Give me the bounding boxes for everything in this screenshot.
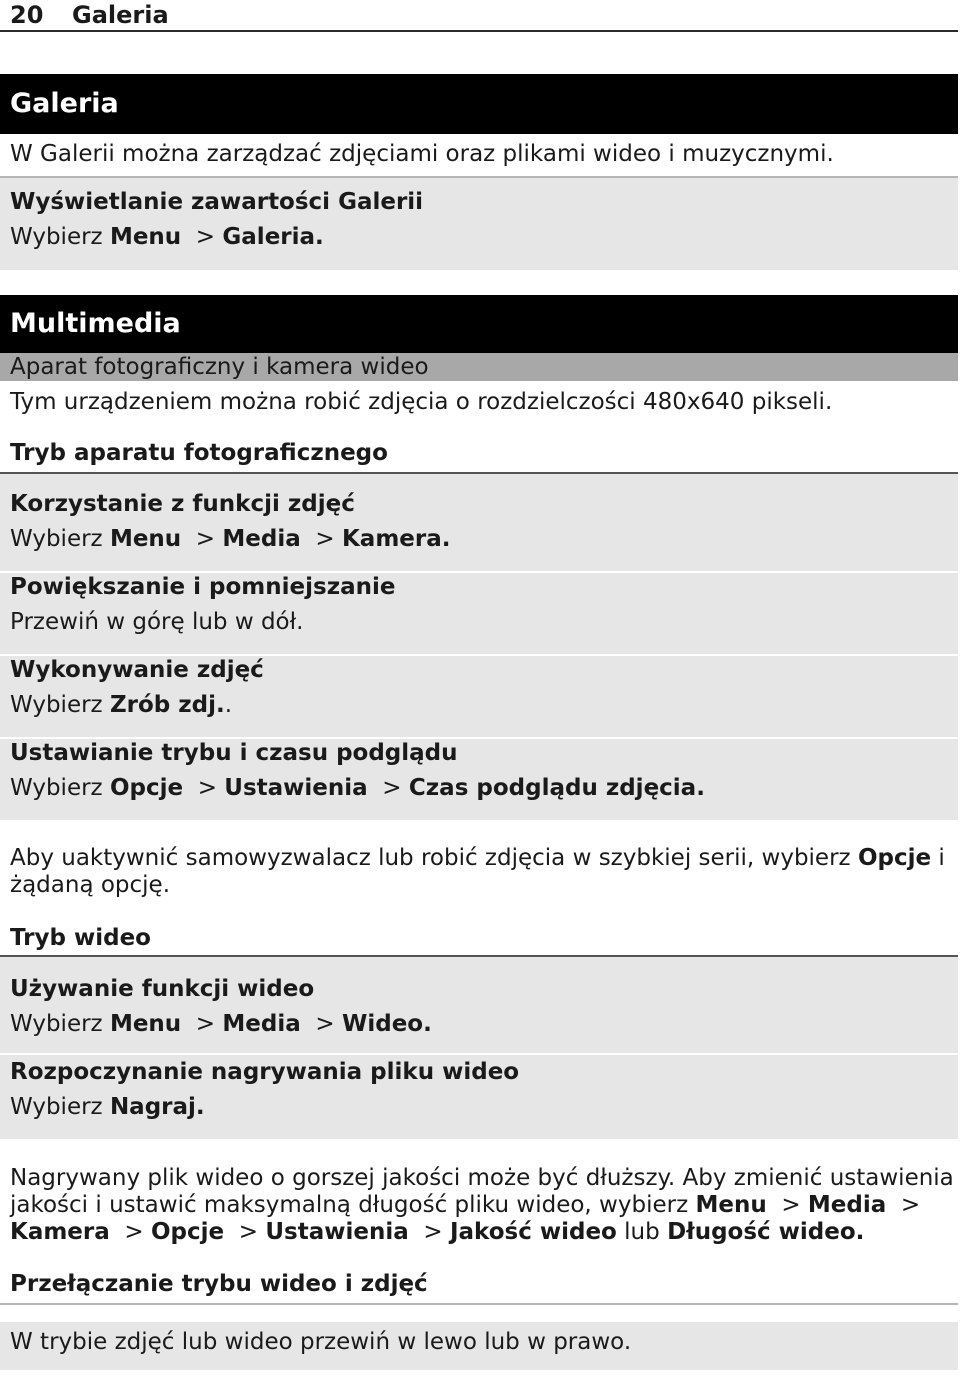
video-mode-note: Nagrywany plik wideo o gorszej jakości może być dłuższy. Aby zmienić ustawienia jakości i ustawić maksymalną długość pliku wideo, wybierz Menu > Media > Kamera > Opcje > Ustawienia > Jakość wideo lub Długość wideo.	[10, 1165, 954, 1245]
galeria-heading: Galeria	[10, 88, 119, 119]
zoom-title: Powiększanie i pomniejszanie	[10, 574, 396, 600]
record-instruction: Wybierz Nagraj.	[10, 1094, 205, 1120]
block-separator	[0, 1053, 958, 1055]
switch-mode-text: W trybie zdjęć lub wideo przewiń w lewo lub w prawo.	[10, 1329, 632, 1355]
photo-mode-note: Aby uaktywnić samowyzwalacz lub robić zdjęcia w szybkiej serii, wybierz Opcje i żądaną opcję.	[10, 845, 945, 898]
multimedia-heading: Multimedia	[10, 308, 181, 339]
zoom-text: Przewiń w górę lub w dół.	[10, 609, 304, 635]
running-title: Galeria	[72, 1, 169, 29]
record-title: Rozpoczynanie nagrywania pliku wideo	[10, 1059, 520, 1085]
switch-mode-title: Przełączanie trybu wideo i zdjęć	[10, 1271, 428, 1297]
photo-use-instruction: Wybierz Menu > Media > Kamera.	[10, 526, 451, 552]
video-mode-heading: Tryb wideo	[10, 925, 151, 951]
galeria-heading-bar	[0, 74, 958, 134]
galeria-intro: W Galerii można zarządzać zdjęciami oraz plikami wideo i muzycznymi.	[10, 141, 834, 167]
preview-title: Ustawianie trybu i czasu podglądu	[10, 740, 458, 766]
photo-mode-heading: Tryb aparatu fotograficznego	[10, 440, 388, 466]
galeria-view-instruction: Wybierz Menu > Galeria.	[10, 224, 324, 250]
divider	[0, 1303, 958, 1305]
video-use-title: Używanie funkcji wideo	[10, 976, 315, 1002]
take-photo-title: Wykonywanie zdjęć	[10, 657, 264, 683]
preview-instruction: Wybierz Opcje > Ustawienia > Czas podglądu zdjęcia.	[10, 775, 705, 801]
page-number: 20	[10, 1, 44, 29]
multimedia-heading-bar	[0, 295, 958, 353]
photo-use-title: Korzystanie z funkcji zdjęć	[10, 491, 355, 517]
video-use-instruction: Wybierz Menu > Media > Wideo.	[10, 1011, 432, 1037]
multimedia-subheading: Aparat fotograficzny i kamera wideo	[10, 354, 429, 380]
multimedia-intro: Tym urządzeniem można robić zdjęcia o rozdzielczości 480x640 pikseli.	[10, 389, 833, 415]
take-photo-instruction: Wybierz Zrób zdj..	[10, 692, 233, 718]
galeria-view-title: Wyświetlanie zawartości Galerii	[10, 189, 424, 215]
